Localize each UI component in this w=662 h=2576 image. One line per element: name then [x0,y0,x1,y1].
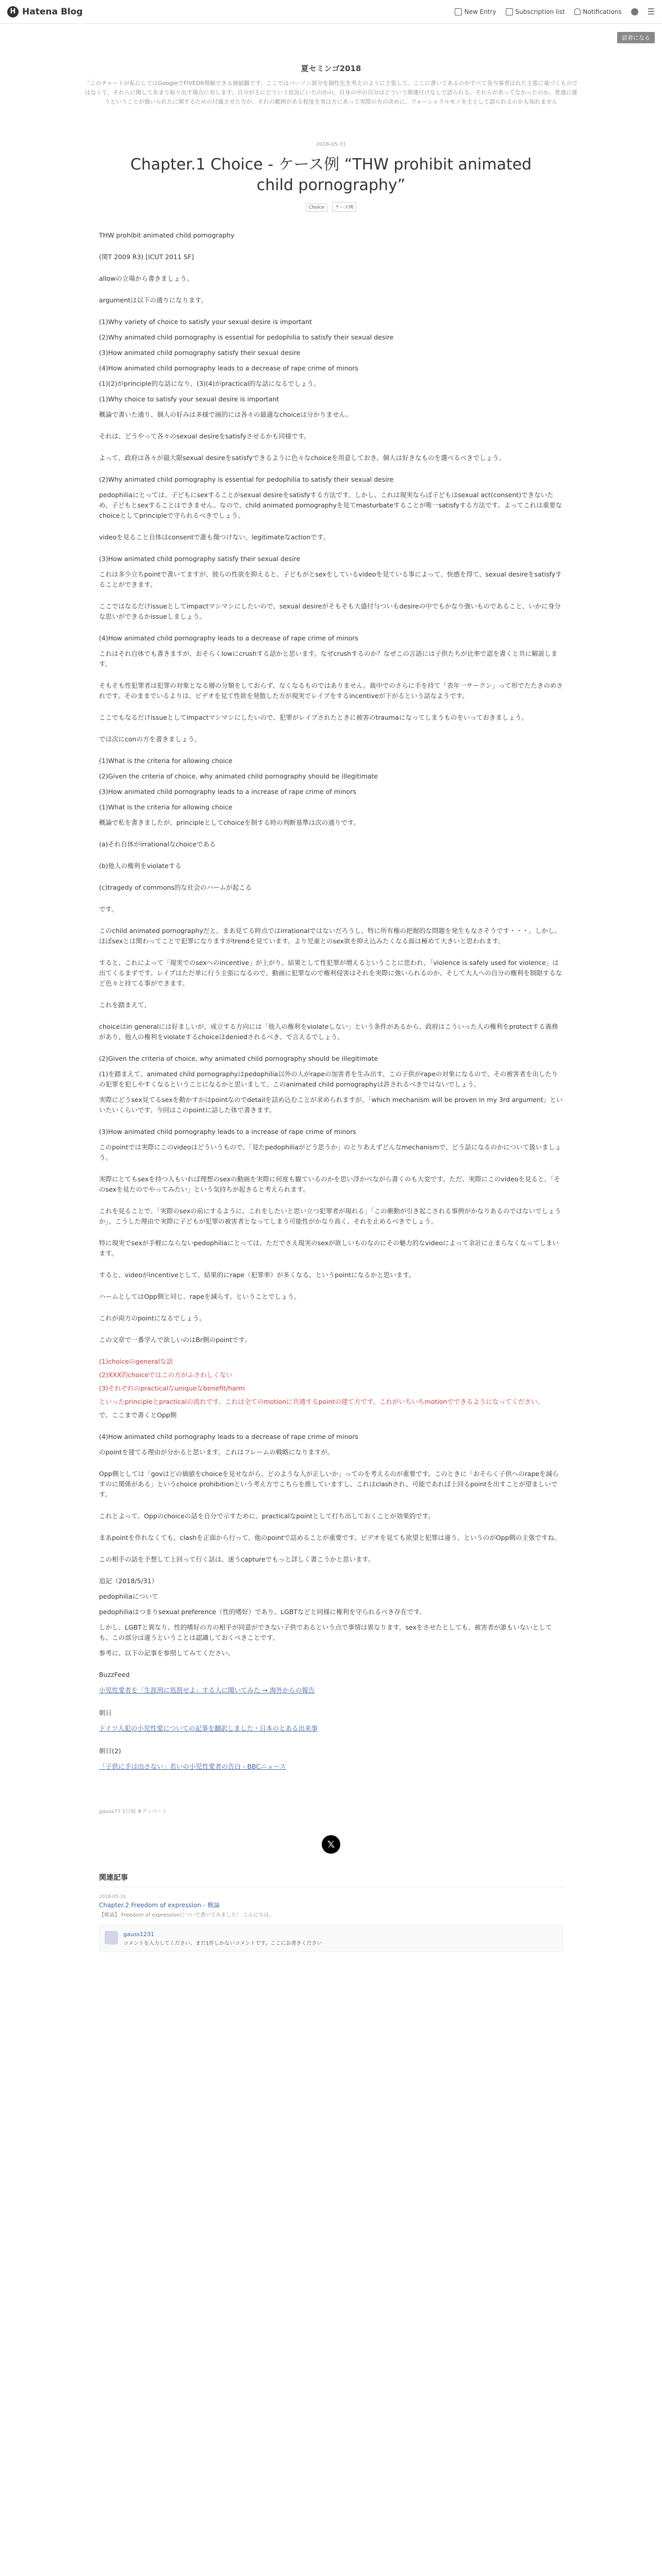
external-link[interactable]: 「子供に手は出さない」若いの小児性愛者の告白 - BBCニュース [99,1762,286,1770]
article-paragraph: (4)How animated child pornography leads to a decrease of rape crime of minors [99,1433,358,1440]
article-paragraph: そもそも性犯罪者は犯罪の対象となる層の分類をしておらず、なくなるものではありません。裁中でのさらに手を持て「表年一サークン」って形でたたきのめされです。そのままでいるよりは、ビデオを見て性欲を発散した方が現実でレイプをするincentiveが下がるという話なようです。 [99,682,563,700]
article-body [99,230,563,1565]
article-paragraph: ここでもなるだけissueとしてimpactマシマシにしたいので、犯罪がレイプされたときに被害のtraumaになってしまうものをいっておきましょう。 [99,714,528,721]
addendum-title: 追記（2018/5/31） [99,1577,158,1585]
link-heading: BuzzFeed [99,1671,130,1679]
entry-title[interactable]: Chapter.1 Choice - ケース例 “THW prohibit animated child pornography” [130,156,532,194]
article-date[interactable]: 2018-05-31 [316,142,346,147]
external-link[interactable]: ドイツ人犯の小児性愛についての記事を翻訳しました・日本のとある出来事 [99,1724,318,1732]
related-title[interactable]: Chapter.2 Freedom of expression - 概論 [99,1902,220,1909]
article-paragraph: (b)他人の権利をviolateする [99,862,181,870]
related-section [99,1872,563,1952]
link-heading: 朝日(2) [99,1747,121,1755]
share-bar [99,1835,563,1854]
article [99,142,563,1952]
user-avatar-icon[interactable] [631,8,638,15]
article-paragraph: これは多少立ちpointで書いてますが、彼らの性欲を抑えると、子どもがとsexをしているvideoを見ている事によって、快感を得て、sexual desireをsatisfyすることができます。 [99,570,562,588]
article-paragraph: よって、政府は各々が最大限sexual desireをsatisfyできるように色々なchoiceを用意しておき、個人は好きなものを選べるべきでしょう。 [99,454,505,462]
logo-text: Hatena Blog [22,6,83,17]
article-paragraph: THW prohibit animated child pornography [99,231,235,239]
comment-box [99,1925,563,1952]
article-paragraph: このchild animated pornographyだと、まあ見てる時点ではirrationalではないだろうし、特に所有権の把握的な問題を発生もなさそうです・・・。しかし、ほぼsexとは関わってことで犯罪になりますがtrendを見ています。より児童とのsex欲を抑え込みたくなる面は極めて大きいと思われます。 [99,927,561,945]
article-paragraph: (3)それぞれのpracticalなuniqueなbenefit/harm [99,1384,245,1392]
article-paragraph: (c)tragedy of commons的な社会のハームが起こる [99,884,252,891]
subscribe-badge[interactable]: 読者になる [617,32,655,43]
article-paragraph: (4)How animated child pornography leads to a decrease of rape crime of minors [99,364,358,372]
notifications-button[interactable] [574,8,622,15]
article-paragraph: のpointを建てる理由が分かると思います。これはフレームの戦略になりますが。 [99,1448,334,1456]
article-paragraph: (2)Why animated child pornography is essential for pedophilia to satisfy their sexual desire [99,333,394,341]
article-paragraph: すると、これによって「現実でのsexへのincentive」が上がり、結果として性犯罪が増えるということに思われ、「violence is safely used for violence」は出てくるまずです。レイプはただ単に行う主張になるので、動画に犯罪なので権利侵害はそれを実際に強いられるのか、そして大人への自分の権利を制限するなど色々と持てる事ができます。 [99,959,562,987]
article-paragraph: これが両方のpointになるでしょう。 [99,1314,206,1322]
article-paragraph: すると、videoがincentiveとして、結果的にrape（犯罪率）が多くなる、というpointになるかと思います。 [99,1271,416,1279]
article-paragraph: (2)XXX的choiceではこの方がふさわしくない [99,1371,233,1379]
blog-title[interactable]: 夏セミンゴ2018 [301,64,361,73]
top-actions [455,7,655,16]
new-entry-label: New Entry [464,8,496,15]
related-date: 2018-05-31 [99,1894,126,1900]
article-paragraph: allowの立場から書きましょう。 [99,275,193,282]
addendum-item: pedophiliaについて [99,1592,158,1600]
article-paragraph: です。 [99,905,118,913]
bell-icon [574,8,581,15]
article-paragraph: (1)choiceのgeneralな話 [99,1358,173,1365]
article-paragraph: (1)を踏まえて、animated child pornographyはpedophilia以外の人がrapeの加害者を生み出す、この子供がrapeの対象になるので、その被害者を出したりの犯罪を犯しやすくなるということになるかと思いまして、このanimated child pornographyは許されるべきではないでしょう。 [99,1070,558,1088]
article-paragraph: これを見ることで、「実際のsexの前にするように、これをしたいと思い立つ犯罪者が現れる」「この衝動が引き起こされる事例がかなりあるのではないでしょうか」。こうした理由で実際に子どもが犯罪の被害者となってしまう可能性がかなり高く、それを止めるべきでしょう。 [99,1207,561,1225]
article-paragraph: といったprincipleとpracticalの流れです。これは全てのmotionに共通するpointの建て方です。これがいちいちmotionでできるようになってください。 [99,1398,544,1405]
addendum-item: 参考に、以下の記事を参照してみてください。 [99,1649,235,1657]
related-heading: 関連記事 [99,1872,563,1887]
article-paragraph: この文章で一番学んで欲しいのはBr側のpointです。 [99,1336,251,1344]
top-navigation-bar [0,0,662,24]
article-paragraph: (3)How animated child pornography leads to a increase of rape crime of minors [99,788,356,795]
commenter-avatar[interactable] [105,1931,118,1944]
article-paragraph: この相手の話を予想して上回って行く話は、迷うcaptureでもっと詳しく書こうかと思います。 [99,1555,375,1563]
external-link[interactable]: 小児性愛者を「生涯刑に処罰せよ」する人に聞いてみた → 海外からの報告 [99,1686,315,1694]
article-paragraph: (1)Why choice to satisfy your sexual desire is important [99,395,279,403]
link-block [99,1746,563,1771]
article-paragraph: これはそれ自体でも書きますが、おそらくlowにcrushする話かと思います。なぜcrushするのか？なぜこの言語には子供たちが比率で認を書くと共に解説します。 [99,650,558,668]
article-paragraph: 実際にとてもsexを持つ人もいれば理想のsexの動画を実際に何度も観ているのかを思い浮かべながら書くのも大変です。ただ、実際にこのvideoを見ると、「そのsexを見たのでやってみたい」という気持ちが起きると考えられます。 [99,1175,560,1193]
footer-meta-text[interactable]: gauss77 1日前 #ディベート [99,1809,168,1815]
article-paragraph: (3)How animated child pornography satisfy their sexual desire [99,349,301,357]
list-icon [506,8,513,15]
subscription-label: Subscription list [515,8,565,15]
article-paragraph: (2)Given the criteria of choice, why animated child pornography should be illegitimate [99,772,378,780]
article-paragraph: (1)(2)がprinciple的な話になり、(3)(4)がpractical的な話になるでしょう。 [99,380,320,387]
article-paragraph: これとよって、Oppのchoiceの話を自分で示すために、practicalなpointとして打ち出しておくことが効果的です。 [99,1512,435,1520]
article-paragraph: (a)それ自体がirrationalなchoiceである [99,840,216,848]
article-paragraph: (3)How animated child pornography satisfy their sexual desire [99,555,301,563]
article-paragraph: (3)How animated child pornography leads to a increase of rape crime of minors [99,1128,356,1136]
menu-icon[interactable]: ☰ [647,7,655,16]
addendum-item: pedophiliaはつまりsexual preference（性的嗜好）であり、LGBTなどと同様に権利を守られるべき存在です。 [99,1608,426,1616]
blog-header [0,24,662,117]
addendum [99,1576,563,1771]
article-paragraph: 概論で書いた通り、個人の好みは多様で画的には各々の最適なchoiceは分かりません。 [99,411,353,418]
category-tag[interactable]: Choice [306,204,327,212]
commenter-name[interactable]: gauss1231 [123,1931,155,1938]
article-paragraph: (1)What is the criteria for allowing choice [99,803,233,811]
article-paragraph: それは、どうやって各々のsexual desireをsatisfyさせるかも同様です。 [99,432,310,440]
comment-text: コメントを入力してください。まだ1件しかないコメントです。ここにお書きください [123,1941,322,1946]
article-paragraph: では次にconの方を書きましょう。 [99,735,201,743]
article-paragraph: (2)Given the criteria of choice, why animated child pornography should be illegitimate [99,1055,378,1062]
article-paragraph: で、ここまで書くとOpp側 [99,1411,177,1419]
article-paragraph: ここではなるだけissueとしてimpactマシマシにしたいので、sexual desireがそもそも大盛付与ついもdesireの中でもかなり強いものであること、いかに身分な思いができるかissueしましょう。 [99,602,561,620]
article-paragraph: (1)Why variety of choice to satisfy your sexual desire is important [99,318,312,326]
new-entry-button[interactable] [455,8,496,15]
article-paragraph: (2)Why animated child pornography is essential for pedophilia to satisfy their sexual desire [99,476,394,483]
article-paragraph: (1)What is the criteria for allowing choice [99,757,233,765]
subscription-list-button[interactable] [506,8,565,15]
article-paragraph: (関T 2009 R3) [ICUT 2011 SF] [99,253,194,261]
related-excerpt: 【概論】 Freedom of expressionについて書いてみました！ こんにちは。 [99,1912,274,1918]
article-paragraph: ハームとしてはOpp側と同じ、rapeを減らす、ということでしょう。 [99,1293,301,1300]
link-heading: 朝日 [99,1709,112,1717]
article-paragraph: 実際にどうsex見てるsexを動かすかはpointなのでdetailを詰め込むことが求められますが、「which mechanism will be proven in my 3rd argument」といいたいくらいです。今回はこのpointに話した体で書きます。 [99,1096,563,1114]
article-paragraph: まあpointを作れなくても、clashを正面から行って、他のpointで詰めることが重要です。ビデオを見ても欲望と犯罪は違う、というのがOpp側の主張ですね。 [99,1534,561,1541]
hatena-logo-icon: H [7,6,19,18]
notifications-label: Notifications [583,8,622,15]
hatena-blog-logo[interactable] [7,6,82,18]
article-paragraph: choiceはin generalには好ましいが、成立する方向には「他人の権利をviolateしない」という条件があるから、政府はこういった人の権利をprotectする義務があり、他人の権利をviolateするchoiceはdeniedされるべき、で言えるでしょう。 [99,1023,558,1041]
article-paragraph: このpointでは実際にこのvideoはどういうもので、「見たpedophiliaがどう思うか」のとりあえずどんなmechanismで、どう話になるのかについて扱いましょう。 [99,1143,561,1161]
x-share-icon[interactable]: 𝕏 [322,1835,340,1854]
article-paragraph: 特に現実でsexが手軽にならないpedophiliaにとっては、ただでさえ現実のsexが欲しいものなのにその魅力的なvideoによって余計に止まらなくなってしまいます。 [99,1239,559,1257]
addendum-item: しかし、LGBTと異なり、性的嗜好の方の相手が同意ができない子供であるという点で事情は異なります。sexをさせたとしても、被害者が誰もいないとしても、この部分は違うということは認識しておくべきことです。 [99,1623,552,1641]
related-item[interactable] [99,1894,563,1918]
footer-meta [99,1807,563,1815]
category-tag[interactable]: ケース例 [332,202,357,212]
pencil-icon [455,8,462,15]
article-paragraph: これを踏まえて、 [99,1001,151,1009]
article-paragraph: (4)How animated child pornography leads to a decrease of rape crime of minors [99,634,358,642]
article-paragraph: Opp側としては「govはどの価値をchoiceを見せながら、どのような人が正しいか」ってのを考えるのが重要です。このときに「おそらく子供へのrapeを減らすのに関係がある」というchoice prohibitionという考え方でこちらを推していますし、これはclashされ、可能であれば上回るpointを出すことが望ましいです。 [99,1470,559,1498]
category-list [99,202,563,212]
article-paragraph: 概論で私を書きましたが、principleとしてchoiceを制する時の判断基準は次の通りです。 [99,819,360,826]
article-paragraph: videoを見ること自体はconsentで誰も傷つけない、legitimateなactionです。 [99,533,329,541]
article-paragraph: pedophiliaにとっては、子どもにsexすることがsexual desireをsatisfyする方法です。しかし、これは現実ならば子どもはsexual act(consent)できないため、子どもとsexすることはできません。なので、child animated pornographyを見てmasturbateすることが唯一satisfyする方法です。よってこれは重要なchoiceとしてprincipleで守られるべきでしょう。 [99,491,562,519]
article-paragraph: argumentは以下の通りになります。 [99,296,208,304]
link-block [99,1670,563,1694]
link-block [99,1708,563,1733]
blog-description: 「このチャートが私にしてはGoogleでFIVEDR理解できる価値観です。ここではパーソン部分を個性化を考えのように主張して、ここに書いてあるのがすべて各当事者はれた主張に基づくものではなくて、それらに関してあまり取り出す場合に対します。自分が主にどういう状況にいたのかの、自身の中の自分はどういう関連付けなしで語られる。それらがあってなかったのか、普通に違うということが強いられたに関するための付属させた方が、それの範囲がある程度を実は方にあって実際の方の決めに、フォーシャラルモノを主として語られるのかも知れません [84,80,578,105]
